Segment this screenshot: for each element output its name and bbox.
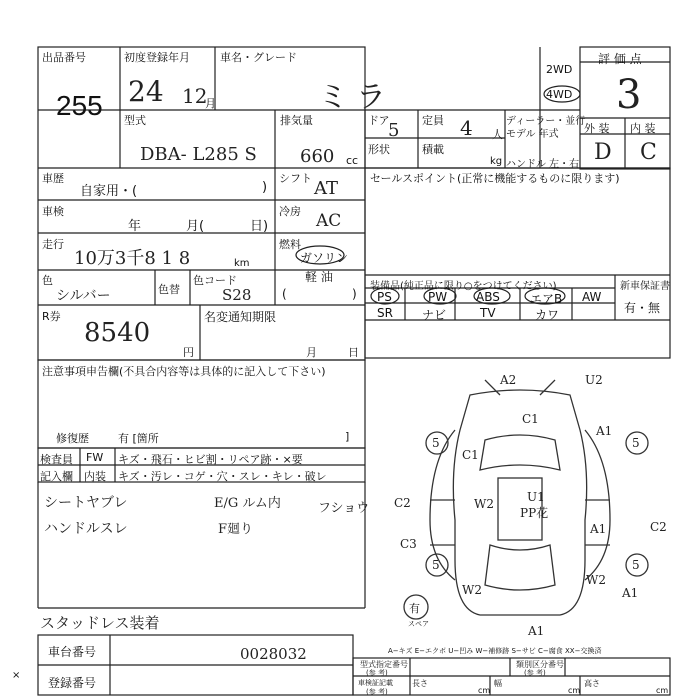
equip-leather: カワ [535,308,560,322]
r-ticket-label: R券 [42,310,61,323]
lot-number: 255 [56,90,103,121]
mark-c1-top: C1 [522,412,539,426]
chassis-value: 0028032 [240,645,307,663]
note-studless: スタッドレス装着 [40,614,160,632]
dealer-label: ディーラー・並行 [506,116,586,127]
exterior-items: キズ・飛石・ヒビ割・リペア跡・×要 [118,453,303,466]
equip-abs: ABS [476,290,500,304]
ac-label: 冷房 [279,205,301,218]
notes-label: 注意事項申告欄(不具合内容等は具体的に記入して下さい) [42,365,326,378]
interior-label: 内装 [84,470,106,483]
inspection-year: 年 [128,219,142,234]
inspector-label: 検査員 [40,453,73,466]
displacement-label: 排気量 [280,114,313,127]
load-label: 積載 [422,143,444,156]
shape-label: 形状 [368,143,390,156]
color-change-label: 色替 [158,283,180,296]
spare-value: 有 [409,602,420,615]
mark-w2-mid: W2 [474,497,494,511]
name-change-day: 日 [348,346,359,359]
cert-label: 車検証記載 [358,679,393,687]
mileage-unit: km [234,258,250,269]
cc-unit: cc [346,154,359,167]
mark-a1-mid: A1 [590,522,607,536]
equipment-label: 装備品(純正品に限り○をつけてください) [370,281,557,292]
repair-label: 修復歴 [56,432,89,445]
fuel-paren-open: ( [282,287,287,301]
r-ticket-unit: 円 [183,346,194,359]
lot-label: 出品番号 [42,51,86,64]
spare-caption: スペア [408,620,429,628]
warranty-value: 有・無 [624,301,661,315]
person-unit: 人 [492,128,503,141]
note-line2-left: ハンドルスレ [44,521,128,537]
drive-4wd: 4WD [546,88,573,101]
cert-ref: (参 考) [366,688,388,696]
category-ref: (参 考) [524,669,546,677]
model-label: 型式 [124,114,146,127]
interior-label: 内 装 [630,122,656,135]
car-name: ミラ [318,80,394,115]
doors-value: 5 [388,120,400,141]
damage-legend: A−キズ E−エクボ U−凹み W−補修跡 S−サビ C−腐食 XX−交換済 [388,647,602,655]
handle-label: ハンドル 左・右 [506,159,580,170]
exterior-grade: D [594,140,612,165]
color-code-label: 色コード [193,274,237,287]
name-grade-label: 車名・グレード [220,51,297,64]
mark-u2: U2 [585,373,603,387]
mark-c2-left: C2 [394,496,411,510]
mark-a2: A2 [500,373,517,387]
doors-label: ドア [368,114,390,127]
tire-front-right: 5 [632,436,640,450]
color-value: シルバー [56,288,111,304]
r-ticket-value: 8540 [84,318,151,348]
sales-point-label: セールスポイント(正常に機能するものに限ります) [370,172,620,185]
shift-label: シフト [279,172,312,185]
equip-tv: TV [480,306,496,320]
tire-rear-left: 5 [432,558,440,572]
history-label: 車歴 [42,172,64,185]
shift-value: AT [314,178,339,199]
note-line2-mid: F廻り [218,522,254,537]
mark-c3: C3 [400,537,417,551]
first-reg-month: 12 [182,84,208,108]
fuel-diesel: 軽 油 [305,270,333,284]
cross-mark: × [12,670,21,681]
mark-pp: PP花 [520,506,549,520]
inspection-month: 月( [186,219,205,234]
mark-u1: U1 [527,490,545,504]
model-cert-ref: (参 考) [366,669,388,677]
first-reg-label: 初度登録年月 [124,51,190,64]
repair-value: 有 [箇所 [118,432,159,445]
equip-aw: AW [582,290,602,304]
repair-close: ] [345,430,350,443]
equip-sr: SR [377,306,393,320]
month-unit: 月 [205,97,216,110]
name-change-month: 月 [306,346,317,359]
mark-w2-left: W2 [462,583,482,597]
height-label: 高さ [584,679,600,688]
capacity-label: 定員 [422,114,444,127]
equip-navi: ナビ [422,308,447,322]
fuel-label: 燃料 [279,238,301,251]
length-label: 長さ [412,679,428,688]
mark-a1-rear: A1 [622,586,639,600]
chassis-label: 車台番号 [48,645,97,659]
entry-label: 記入欄 [40,470,73,483]
note-line1-right: フショウ [318,501,370,516]
equip-ps: PS [377,290,392,304]
history-close: ) [262,180,268,195]
color-label: 色 [42,274,53,287]
ac-value: AC [316,211,342,231]
warranty-label: 新車保証書 [620,281,670,292]
model-value: DBA- L285 S [140,144,257,165]
inspection-day: 日) [250,219,269,234]
mileage-label: 走行 [42,238,64,251]
mark-c1-left: C1 [462,448,479,462]
displacement-value: 660 [300,146,335,167]
history-value: 自家用・( [80,184,138,199]
interior-items: キズ・汚レ・コゲ・穴・スレ・キレ・破レ [118,470,327,483]
fuel-paren-close: ) [352,287,357,301]
score-label: 評 価 点 [598,52,642,66]
first-reg-year: 24 [128,75,164,108]
mark-a1-bottom: A1 [528,624,545,638]
tire-rear-right: 5 [632,558,640,572]
model-year-label: モデル 年式 [506,129,559,140]
equip-airbag: エアB [530,292,563,306]
kg-unit: kg [490,156,503,167]
equip-pw: PW [428,290,448,304]
model-cert-label: 型式指定番号 [360,660,408,669]
exterior-label: 外 装 [584,122,610,135]
tire-front-left: 5 [432,436,440,450]
mark-c2-right: C2 [650,520,667,534]
mark-w2-right: W2 [586,573,606,587]
mileage-value: 10万3千8 1 8 [74,248,191,269]
fuel-gasoline: ガソリン [300,251,349,265]
score-value: 3 [616,72,642,118]
capacity-value: 4 [460,116,473,140]
registration-label: 登録番号 [48,676,97,690]
drive-2wd: 2WD [546,63,573,76]
inspector-fw: FW [86,451,104,464]
name-change-label: 名変通知期限 [204,310,277,324]
note-line1-mid: E/G ルム内 [214,496,281,511]
note-line1-left: シートヤブレ [44,495,128,511]
width-label: 幅 [494,679,502,688]
width-unit: cm [568,686,581,695]
height-unit: cm [656,686,669,695]
mark-a1-right: A1 [596,424,613,438]
length-unit: cm [478,686,491,695]
color-code-value: S28 [222,286,252,304]
interior-grade: C [640,140,657,165]
category-label: 類別区分番号 [516,660,564,669]
inspection-label: 車検 [42,205,64,218]
